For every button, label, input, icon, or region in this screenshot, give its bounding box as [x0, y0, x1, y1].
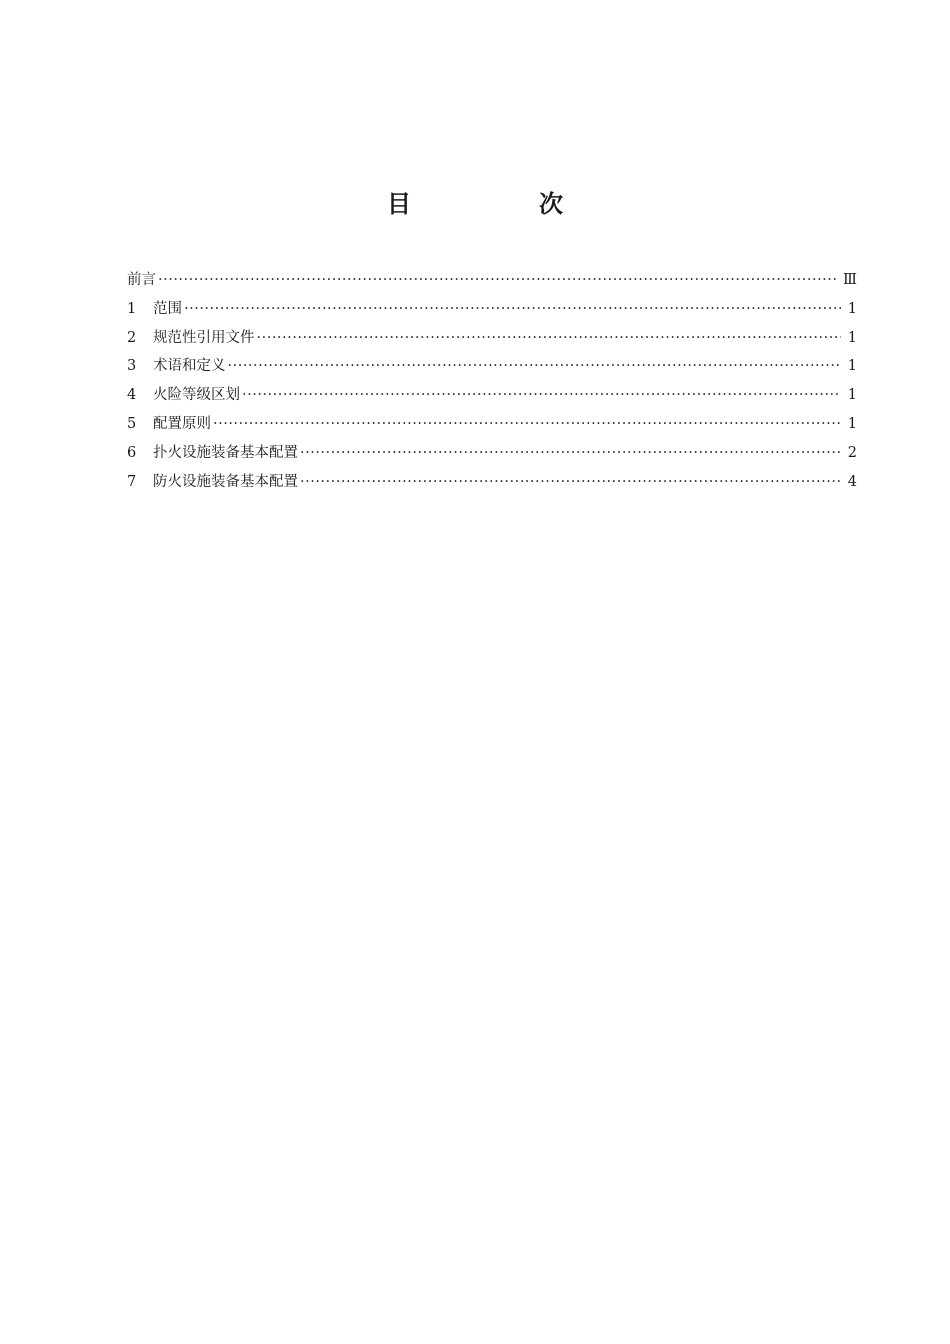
toc-entry-number: 5 — [127, 415, 137, 432]
toc-leader-dots — [242, 381, 841, 410]
toc-entry-label: 规范性引用文件 — [153, 329, 255, 346]
toc-entry-number: 7 — [127, 473, 137, 490]
toc-entry-3[interactable] — [127, 352, 857, 381]
toc-entry-label: 火险等级区划 — [153, 387, 240, 404]
toc-leader-dots — [213, 410, 841, 439]
toc-entry-6[interactable] — [127, 439, 857, 468]
toc-leader-dots — [300, 439, 841, 468]
toc-entry-label: 扑火设施装备基本配置 — [153, 444, 298, 461]
toc-leader-dots — [158, 266, 837, 295]
toc-leader-dots — [184, 295, 841, 324]
toc-entry-label: 范围 — [153, 300, 182, 317]
toc-entry-number: 4 — [127, 387, 137, 404]
toc-page-number: 1 — [847, 300, 857, 317]
toc-entry-label: 术语和定义 — [153, 358, 226, 375]
toc-page-number: 2 — [847, 444, 857, 461]
toc-entry-foreword[interactable] — [127, 266, 857, 295]
table-of-contents — [127, 266, 857, 496]
toc-entry-5[interactable] — [127, 410, 857, 439]
toc-entry-1[interactable] — [127, 295, 857, 324]
toc-entry-2[interactable] — [127, 324, 857, 353]
toc-page-number: Ⅲ — [843, 272, 857, 288]
toc-page-number: 1 — [847, 387, 857, 404]
toc-leader-dots — [300, 468, 841, 497]
toc-entry-label: 配置原则 — [153, 415, 211, 432]
toc-entry-number: 2 — [127, 329, 137, 346]
toc-entry-number: 1 — [127, 300, 137, 317]
toc-page-number: 4 — [847, 473, 857, 490]
toc-page-number: 1 — [847, 329, 857, 346]
toc-entry-label: 前言 — [127, 272, 156, 288]
toc-leader-dots — [257, 324, 842, 353]
toc-entry-number: 3 — [127, 358, 137, 375]
toc-page-number: 1 — [847, 358, 857, 375]
toc-page-number: 1 — [847, 415, 857, 432]
toc-entry-4[interactable] — [127, 381, 857, 410]
toc-entry-label: 防火设施装备基本配置 — [153, 473, 298, 490]
page-title: 目 次 — [387, 190, 615, 218]
toc-entry-number: 6 — [127, 444, 137, 461]
toc-entry-7[interactable] — [127, 468, 857, 497]
toc-leader-dots — [228, 352, 842, 381]
